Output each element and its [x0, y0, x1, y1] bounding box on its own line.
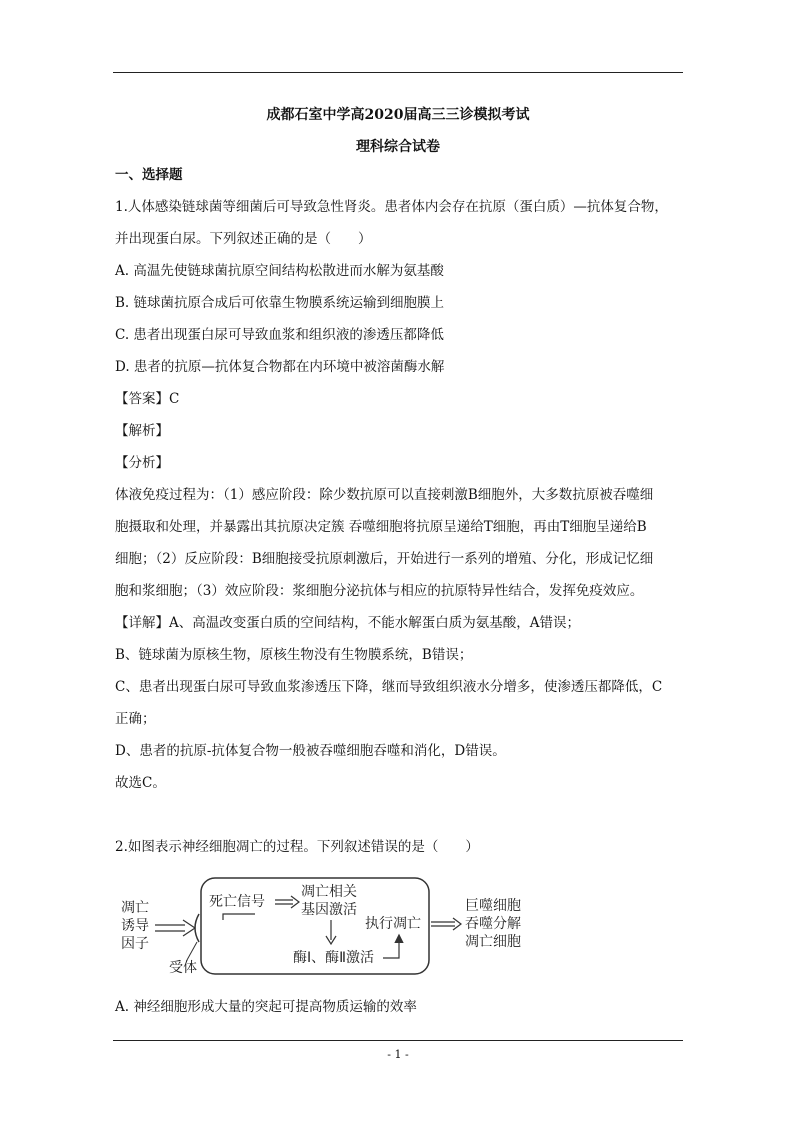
receptor-label: 受体 [169, 960, 197, 976]
q1-stem-line-1: 1.人体感染链球菌等细菌后可导致急性肾炎。患者体内会存在抗原（蛋白质）—抗体复合物， [115, 199, 668, 215]
q1-fenxi-line-4: 胞和浆细胞；（3）效应阶段：浆细胞分泌抗体与相应的抗原特异性结合，发挥免疫效应。 [115, 583, 644, 599]
q1-detail-line-4: 正确； [115, 711, 156, 727]
q2-option-a: A. 神经细胞形成大量的突起可提高物质运输的效率 [115, 999, 417, 1015]
inducer-label-3: 因子 [121, 936, 149, 952]
q1-option-b: B. 链球菌抗原合成后可依靠生物膜系统运输到细胞膜上 [115, 295, 445, 311]
q1-stem-line-2: 并出现蛋白尿。下列叙述正确的是（ ） [115, 231, 372, 247]
q1-answer: 【答案】C [115, 391, 180, 407]
gene-label-2: 基因激活 [301, 902, 357, 918]
q1-detail-line-2: B、链球菌为原核生物，原核生物没有生物膜系统，B错误； [115, 647, 473, 663]
section-heading: 一、选择题 [115, 167, 183, 183]
gene-to-enzyme-arrow [326, 920, 336, 944]
q1-fenxi-line-2: 胞摄取和处理，并暴露出其抗原决定簇 吞噬细胞将抗原呈递给T细胞，再由T细胞呈递给B [115, 519, 647, 535]
result-label-3: 凋亡细胞 [465, 934, 521, 950]
q1-detail-line-5: D、患者的抗原-抗体复合物一般被吞噬细胞吞噬和消化，D错误。 [115, 743, 506, 759]
footer-rule [113, 1040, 683, 1041]
q1-detail-line-3: C、患者出现蛋白尿可导致血浆渗透压下降，继而导致组织液水分增多，使渗透压都降低，C [115, 679, 663, 695]
header-rule [113, 72, 683, 73]
document-title: 成都石室中学高2020届高三三诊模拟考试 [266, 107, 530, 123]
inducer-label-1: 凋亡 [121, 900, 149, 916]
inducer-arrow [155, 920, 195, 936]
receptor-arc [195, 914, 199, 942]
q1-option-d: D. 患者的抗原—抗体复合物都在内环境中被溶菌酶水解 [115, 359, 445, 375]
q1-conclusion: 故选C。 [115, 775, 166, 791]
death-signal-label: 死亡信号 [209, 894, 265, 910]
result-label-2: 吞噬分解 [465, 916, 521, 932]
apoptosis-diagram [115, 870, 535, 980]
enzyme-to-execute-arrow [383, 936, 399, 958]
q1-fenxi-line-3: 细胞；（2）反应阶段：B细胞接受抗原刺激后，开始进行一系列的增殖、分化，形成记忆细 [115, 551, 654, 567]
execute-label: 执行凋亡 [365, 916, 421, 932]
q1-detail-line-1: 【详解】A、高温改变蛋白质的空间结构，不能水解蛋白质为氨基酸，A错误； [115, 615, 580, 631]
document-subtitle: 理科综合试卷 [356, 139, 440, 155]
q1-analysis-heading: 【解析】 [115, 423, 169, 439]
death-signal-arrow [223, 914, 255, 920]
gene-label-1: 凋亡相关 [301, 884, 357, 900]
inducer-label-2: 诱导 [121, 918, 149, 934]
q1-option-a: A. 高温先使链球菌抗原空间结构松散进而水解为氨基酸 [115, 263, 444, 279]
enzyme-label: 酶Ⅰ、酶Ⅱ激活 [293, 950, 375, 966]
execute-to-result-arrow [431, 918, 461, 930]
result-label-1: 巨噬细胞 [465, 898, 521, 914]
page-number: - 1 - [387, 1048, 409, 1061]
q2-stem: 2.如图表示神经细胞凋亡的过程。下列叙述错误的是（ ） [115, 839, 479, 855]
q1-option-c: C. 患者出现蛋白尿可导致血浆和组织液的渗透压都降低 [115, 327, 444, 343]
q1-fenxi-line-1: 体液免疫过程为：（1）感应阶段：除少数抗原可以直接刺激B细胞外，大多数抗原被吞噬细 [115, 487, 654, 503]
q1-fenxi-heading: 【分析】 [115, 455, 169, 471]
signal-to-gene-arrow [275, 896, 299, 908]
